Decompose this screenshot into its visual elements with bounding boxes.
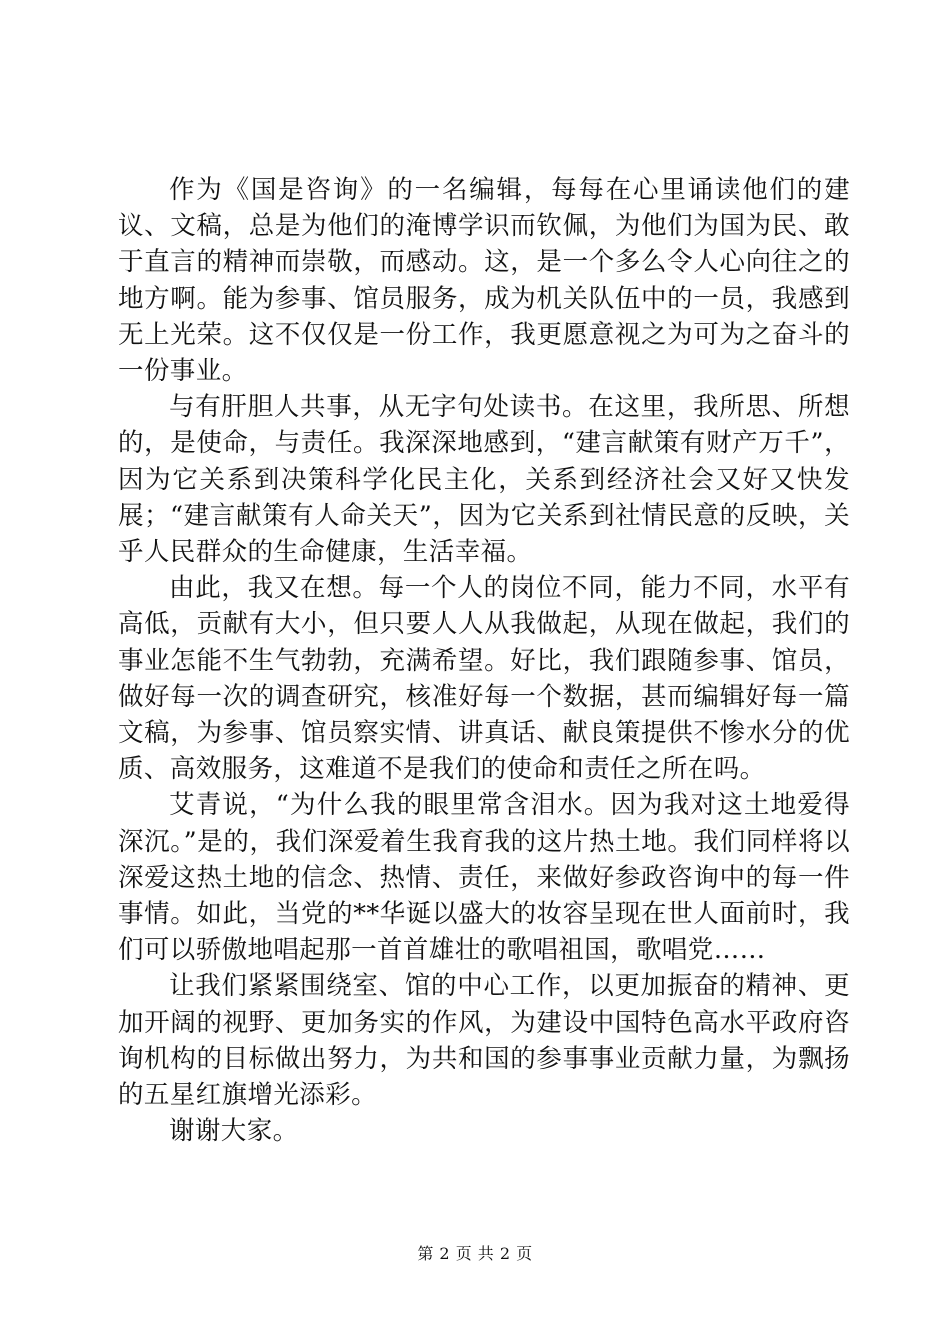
document-body xyxy=(118,172,850,1149)
page-footer xyxy=(0,1244,950,1264)
page-number-label: 第 2 页 共 2 页 xyxy=(417,1244,533,1263)
paragraph-editor-reflection: 作为《国是咨询》的一名编辑，每每在心里诵读他们的建议、文稿，总是为他们的淹博学识而钦佩，为他们为国为民、敢于直言的精神而崇敬，而感动。这，是一个多么令人心向往之的地方啊。能为参事、馆员服务，成为机关队伍中的一员，我感到无上光荣。这不仅仅是一份工作，我更愿意视之为可为之奋斗的一份事业。 xyxy=(118,175,850,387)
paragraph-mission-responsibility: 与有肝胆人共事，从无字句处读书。在这里，我所思、所想的，是使命，与责任。我深深地感到，“建言献策有财产万千”，因为它关系到决策科学化民主化，关系到经济社会又好又快发展；“建言献策有人命关天”，因为它关系到社情民意的反映，关乎人民群众的生命健康，生活幸福。 xyxy=(118,392,850,568)
paragraph-everyone-contributes: 由此，我又在想。每一个人的岗位不同，能力不同，水平有高低，贡献有大小，但只要人人从我做起，从现在做起，我们的事业怎能不生气勃勃，充满希望。好比，我们跟随参事、馆员，做好每一次的调查研究，核准好每一个数据，甚而编辑好每一篇文稿，为参事、馆员察实情、讲真话、献良策提供不惨水分的优质、高效服务，这难道不是我们的使命和责任之所在吗。 xyxy=(118,573,850,785)
paragraph-call-to-action: 让我们紧紧围绕室、馆的中心工作，以更加振奋的精神、更加开阔的视野、更加务实的作风，为建设中国特色高水平政府咨询机构的目标做出努力，为共和国的参事事业贡献力量，为飘扬的五星红旗增光添彩。 xyxy=(118,971,850,1111)
paragraph-closing-thanks: 谢谢大家。 xyxy=(169,1116,299,1147)
paragraph-ai-qing-quote: 艾青说，“为什么我的眼里常含泪水。因为我对这土地爱得深沉。”是的，我们深爱着生我育我的这片热土地。我们同样将以深爱这热土地的信念、热情、责任，来做好参政咨询中的每一件事情。如此，当党的**华诞以盛大的妆容呈现在世人面前时，我们可以骄傲地唱起那一首首雄壮的歌唱祖国，歌唱党…… xyxy=(118,790,850,966)
